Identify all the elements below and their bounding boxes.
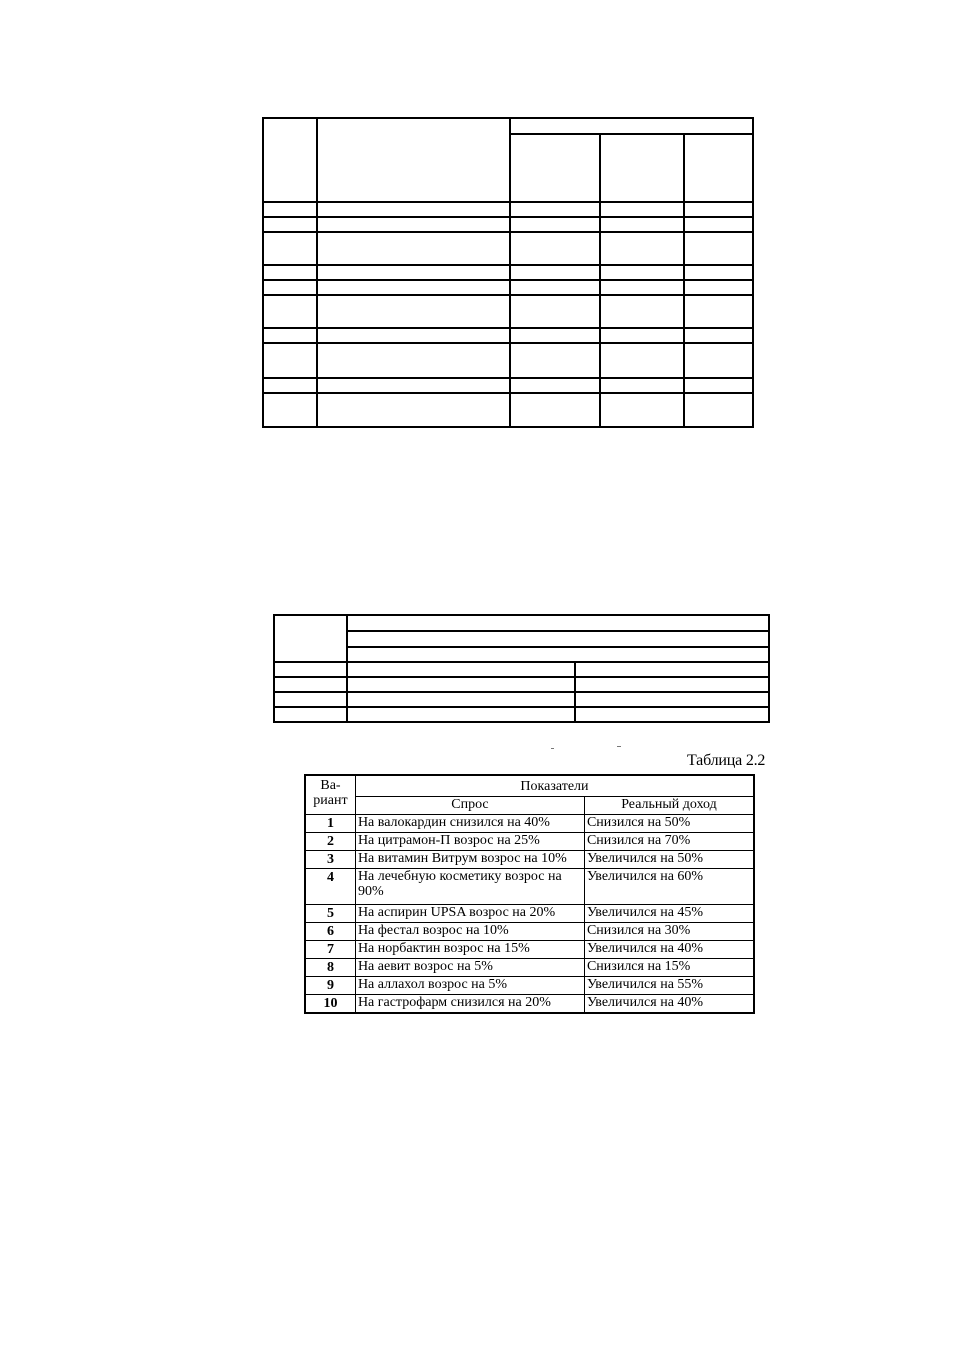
table-header-row xyxy=(305,775,754,797)
table-cell xyxy=(600,134,685,202)
table-row xyxy=(274,707,769,722)
table-row xyxy=(305,905,754,923)
table-row xyxy=(263,217,753,232)
demand-cell: На гастрофарм снизился на 20% xyxy=(355,995,584,1014)
variant-cell: 10 xyxy=(305,995,355,1014)
table-row xyxy=(305,959,754,977)
table-cell xyxy=(347,647,769,662)
table-row xyxy=(263,328,753,343)
table-row xyxy=(263,393,753,427)
demand-cell: На валокардин снизился на 40% xyxy=(355,815,584,833)
variant-cell: 3 xyxy=(305,851,355,869)
table-row xyxy=(263,295,753,328)
table-cell xyxy=(274,615,347,662)
table-row xyxy=(263,202,753,217)
table-row xyxy=(305,977,754,995)
table-cell xyxy=(510,118,753,134)
demand-cell: На норбактин возрос на 15% xyxy=(355,941,584,959)
table-row xyxy=(274,692,769,707)
table-cell xyxy=(684,134,753,202)
demand-cell: На цитрамон-П возрос на 25% xyxy=(355,833,584,851)
demand-cell: На фестал возрос на 10% xyxy=(355,923,584,941)
real-income-cell: Снизился на 50% xyxy=(584,815,754,833)
real-income-cell: Увеличился на 40% xyxy=(584,995,754,1014)
variant-header: Ва- риант xyxy=(305,775,355,815)
demand-cell: На аспирин UPSA возрос на 20% xyxy=(355,905,584,923)
real-income-cell: Увеличился на 50% xyxy=(584,851,754,869)
table-row xyxy=(305,869,754,905)
real-income-cell: Увеличился на 40% xyxy=(584,941,754,959)
demand-cell: На аллахол возрос на 5% xyxy=(355,977,584,995)
variant-cell: 4 xyxy=(305,869,355,905)
table-cell xyxy=(263,118,317,202)
scan-speck xyxy=(551,748,554,749)
table-row xyxy=(263,378,753,393)
table-row xyxy=(305,851,754,869)
table-row xyxy=(305,995,754,1014)
variant-cell: 9 xyxy=(305,977,355,995)
real-income-cell: Снизился на 30% xyxy=(584,923,754,941)
table-cell xyxy=(510,134,600,202)
table-row xyxy=(263,280,753,295)
table-row xyxy=(263,265,753,280)
table-row xyxy=(305,941,754,959)
variant-cell: 7 xyxy=(305,941,355,959)
variant-cell: 5 xyxy=(305,905,355,923)
variant-cell: 6 xyxy=(305,923,355,941)
demand-income-table xyxy=(304,774,755,1014)
variant-cell: 2 xyxy=(305,833,355,851)
scan-speck xyxy=(617,746,621,747)
table-row xyxy=(274,662,769,677)
table-row xyxy=(305,815,754,833)
table-cell xyxy=(317,118,510,202)
demand-cell: На витамин Витрум возрос на 10% xyxy=(355,851,584,869)
table-cell xyxy=(347,615,769,631)
demand-cell: На лечебную косметику возрос на 90% xyxy=(355,869,584,905)
demand-cell: На аевит возрос на 5% xyxy=(355,959,584,977)
table-caption: Таблица 2.2 xyxy=(687,752,766,769)
real-income-cell: Увеличился на 55% xyxy=(584,977,754,995)
table-row xyxy=(263,232,753,265)
demand-header: Спрос xyxy=(355,797,584,815)
empty-table-middle xyxy=(273,614,770,723)
real-income-cell: Снизился на 70% xyxy=(584,833,754,851)
variant-cell: 8 xyxy=(305,959,355,977)
table-row xyxy=(263,343,753,378)
empty-table-top xyxy=(262,117,754,428)
real-income-header: Реальный доход xyxy=(584,797,754,815)
real-income-cell: Увеличился на 60% xyxy=(584,869,754,905)
table-row xyxy=(274,677,769,692)
table-subheader-row xyxy=(305,797,754,815)
table-row xyxy=(305,833,754,851)
variant-cell: 1 xyxy=(305,815,355,833)
real-income-cell: Увеличился на 45% xyxy=(584,905,754,923)
real-income-cell: Снизился на 15% xyxy=(584,959,754,977)
table-row xyxy=(305,923,754,941)
table-cell xyxy=(347,631,769,647)
indicators-header: Показатели xyxy=(355,775,754,797)
